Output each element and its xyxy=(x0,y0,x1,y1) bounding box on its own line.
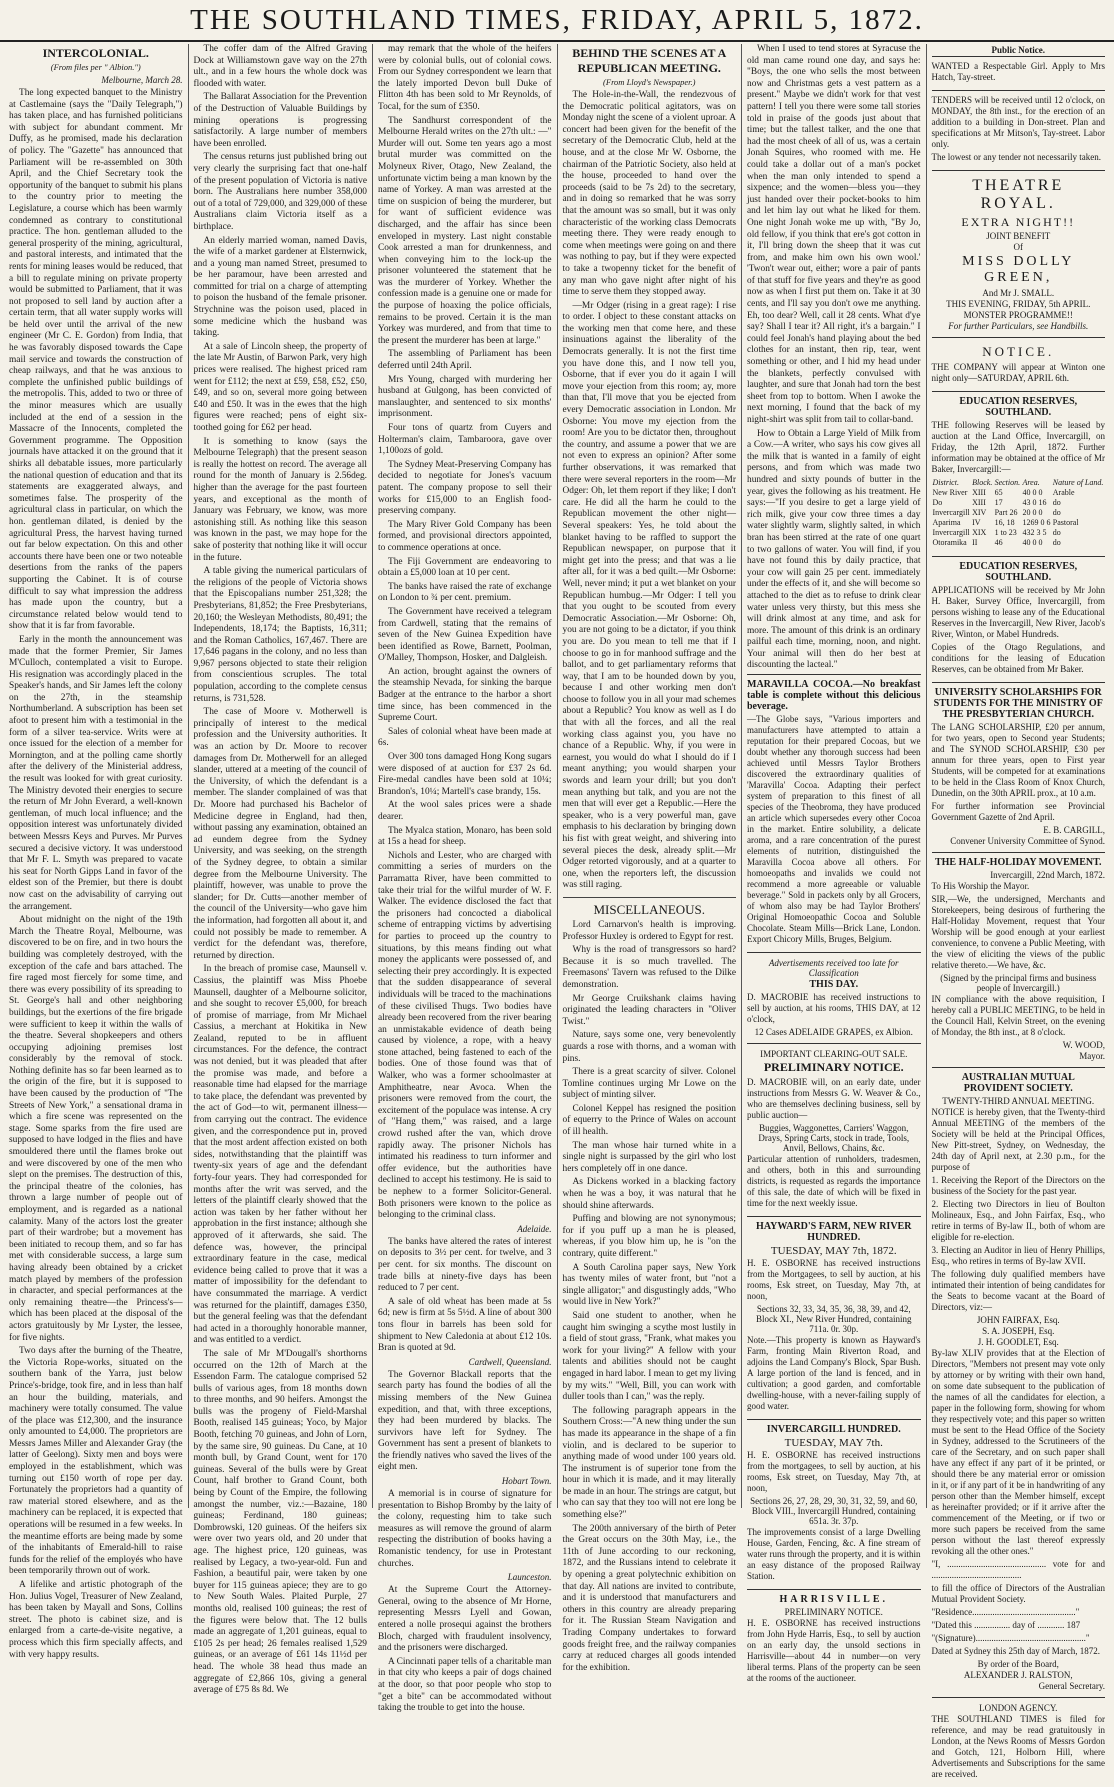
reserves-table-header-cell: Block. xyxy=(972,478,993,487)
clearing-sale-notice: Particular attention of runholders, tradesmen, and others, both in this and surrounding districts, is requested as regards the importance of this sale, the date of which will be fixed in time for the next weekly issue. xyxy=(747,1154,921,1209)
reserves-table-cell: 40 0 0 xyxy=(1022,538,1043,547)
reserves-table-cell: Invercargill xyxy=(932,528,970,537)
hobart-dateline: Hobart Town. xyxy=(501,1476,552,1487)
agenda-item: 2. Electing two Directors in lieu of Boulton Molineaux, Esq., and John Fairfax, Esq., who retire in terms of By-law II., both of whom are eligible for re-election. xyxy=(931,1199,1105,1242)
melbourne-dateline: Melbourne, March 28. xyxy=(101,75,183,85)
article-paragraph: The Governor Blackall reports that the search party has found the bodies of all the missing members of the New Guinea expedition, and that, with three exceptions, they had been murdered by blacks. The survivors have left for Sydney. The Government has sent a present of blankets to the friendly natives who saved the lives of the eight men. xyxy=(378,1369,552,1473)
article-paragraph: It is something to know (says the Melbourne Telegraph) that the present season is really the hottest on record. The average all round for the month of January is 2.56deg. higher than the average for the past fourteen years, and exceptional as the month of January was February, we know, was more astonishing still. As nothing like this season was known in the past, we may hope for the sake of posterity that nothing like it will occur in the future. xyxy=(193,436,367,563)
education-reserves-advert xyxy=(932,391,1106,556)
article-paragraph: When I used to tend stores at Syracuse the old man came round one day, and says he: "Boys, the one who sells the most between now and Christmas gets a vest pattern as a present." Maybe we didn't work for that vest pattern! I tell you there were some tall stories told in praise of the goods just about that time; but the tallest talker, and the one that had the most cheek of all of us, was a certain Jonah Squires, who roomed with me. He could take a dollar out of a man's pocket when the man only intended to spend a sixpence; and the women—bless you—they just handed over their pocket-books to him and let him lay out what he liked for them. One night Jonah woke me up with, "By Jo, old fellow, if you think that ere's got cotton in it, I'll bring down the sheep that it was cut from, and make him own his own wool.' 'Twon't wear out, either; wore a pair of pants of that stuff for five years and they're as good now as when I first put them on. Take it at 30 cents, and I'll say you don't owe me anything. Eh, too dear? Well, call it 28 cents. What d'ye say? Shall I tear it? All right, it's a bargain." I could feel Jonah's hand playing about the bed clothes for an instant, then rip, tear, went something or other, and I hid my head under the blankets, perfectly convulsed with laughter, and sure that Jonah had torn the best sheet from top to bottom. When I awoke the next morning, I found that the back of my night-shirt was split from tail to collar-band. xyxy=(747,44,921,425)
reserves-table-cell: Aparima xyxy=(932,518,961,527)
article-paragraph: At the wool sales prices were a shade dearer. xyxy=(378,800,552,822)
hayward-farm-advert xyxy=(747,1216,921,1419)
university-scholarships-advert xyxy=(932,682,1106,852)
harrisville-advert xyxy=(747,1589,921,1691)
article-paragraph: The census returns just published bring out very clearly the surprising fact that one-half of the present population of Victoria is native born. The Australians here number 358,000 out of a total of 729,000, and 329,000 of these Australians claim Victoria itself as a birthplace. xyxy=(193,152,367,232)
reserves-table-cell: 16, 18 xyxy=(994,518,1015,527)
article-paragraph: About midnight on the night of the 19th March the Theatre Royal, Melbourne, was discovered to be on fire, and in two hours the building was completely destroyed, with the exception of the cafe and bars attached. The fire raged most fiercely for some time, and there was every possibility of its spreading to St. George's hall and other neighboring buildings, but the exertions of the fire brigade were sufficient to keep it within the walls of the theatre. Several shopkeepers and others occupying adjoining premises lost considerably by the removal of stock. Nothing definite has so far been learned as to the origin of the fire, but it is supposed to have been caused by the production of "The Streets of New York," a sensational drama in which a fire scene was represented on the stage. Some sparks from the fire used are supposed to have lodged in the flies and have smouldered there until the flames broke out and were discovered by one of the men who slept on the premises. The destruction of this, the principal theatre of the colonies, has thrown a large number of people out of employment, and is regarded as a national calamity. Many of the actors lost the greater part of their wardrobe; but a movement has been initiated to recoup them, and so far has met with considerable success, a large sum having already been obtained by a cricket match played by members of the profession in character, and special performances at the only remaining theatre—the Princess's—which has been placed at the disposal of the actors gratuitously by Mr Lyster, the lessee, for five nights. xyxy=(9,915,183,1343)
education-applications-text: APPLICATIONS will be received by Mr John H. Baker, Survey Office, Invercargill, from persons wishing to lease any of the Educational Reserves in the Invercargill, New River, Jacob's River, Winton, or Mabel Hundreds. xyxy=(931,585,1105,639)
amp-by-order: By order of the Board, xyxy=(977,1659,1059,1669)
intercolonial-body xyxy=(9,88,183,1661)
table-row xyxy=(932,508,1106,518)
reserves-table xyxy=(932,478,1106,548)
hayward-farm-sections: Sections 32, 33, 34, 35, 36, 38, 39, and 42, Block XI., New River Hundred, containing 711a. 0r. 30p. xyxy=(756,1304,912,1335)
hayward-farm-note: Note.—This property is known as Hayward's Farm, fronting Main Riverton Road, and adjoins the Land Company's Block, Spar Bush. A large portion of the land is fenced, and in cultivation; a good garden, and comfortable dwelling-house, with a never-failing supply of good water. xyxy=(747,1335,921,1412)
article-paragraph: The man whose hair turned white in a single night is surpassed by the girl who lost hers completely off in one dance. xyxy=(562,1140,736,1174)
cocoa-advert xyxy=(747,674,921,952)
column-5 xyxy=(741,44,926,1684)
theatre-evening: THIS EVENING, FRIDAY, 5th APRIL. xyxy=(946,299,1091,309)
article-paragraph: Puffing and blowing are not synonymous; for if you puff up a man he is pleased, whereas, if you blow him up, he is "on the contrary, quite different." xyxy=(562,1214,736,1259)
invercargill-hundred-text: H. E. OSBORNE has received instructions from the mortgagees, to sell by auction, at his rooms, Esk street, on Tuesday, May 7th, at noon, xyxy=(747,1450,921,1494)
reserves-table-cell: New River xyxy=(932,488,968,497)
late-advertisements xyxy=(747,952,921,1043)
amp-secretary-title: General Secretary. xyxy=(1038,1681,1105,1691)
republican-meeting-heading: BEHIND THE SCENES AT A REPUBLICAN MEETING. xyxy=(572,46,727,75)
article-paragraph: An action, brought against the owners of the steamship Nevada, for sinking the barque Badger at the entrance to the harbor a short time since, has been commenced in the Supreme Court. xyxy=(378,666,552,724)
article-paragraph: The banks have raised the rate of exchange on London to ¾ per cent. premium. xyxy=(378,581,552,604)
reserves-table-cell: 40 0 0 xyxy=(1022,488,1043,497)
company-notice xyxy=(932,337,1106,391)
wanted-advert xyxy=(932,56,1106,90)
company-notice-heading: NOTICE. xyxy=(982,344,1055,359)
article-paragraph: Early in the month the announcement was made that the former Premier, Sir James M'Culloch, contemplated a visit to Europe. His resignation was accordingly placed in the Speaker's hands, and Sir James left the colony on the 27th, in the steamship Northumberland. A subscription has been set afoot to present him with a testimonial in the form of a silver tea-service. Writs were at once issued for the election of a member for Mornington, and at the polling came shortly after the delivery of the Ministerial address, the result was looked for with great curiosity. The Ministry devoted their energies to secure the return of Mr John Everard, a well-known gentleman, of much local influence; and the opposition interest was unfortunately divided between Messrs Keys and Purves. Mr Purves secured a decisive victory. It was understood that Mr F. L. Smyth was prepared to vacate his seat for North Gipps Land in favor of the eldest son of the Premier, but there is doubt now cast on the advisability of carrying out the arrangement. xyxy=(9,634,183,912)
reserves-table-cell: XIX xyxy=(972,528,987,537)
reserves-table-header-cell: District. xyxy=(932,478,959,487)
article-paragraph: The Mary River Gold Company has been formed, and provisional directors appointed, to commence operations at once. xyxy=(378,519,552,553)
article-paragraph: Four tons of quartz from Cuyers and Holterman's claim, Tambaroora, gave over 1,100ozs of gold. xyxy=(378,423,552,457)
invercargill-hundred-sections: Sections 26, 27, 28, 29, 30, 31, 32, 59, and 60, Block VIII., Invercargill Hundred, containing 651a. 3r. 37p. xyxy=(750,1496,918,1527)
theatre-advert xyxy=(932,170,1106,337)
table-row xyxy=(932,528,1106,538)
column-2 xyxy=(188,44,373,1696)
harrisville-prelim: PRELIMINARY NOTICE. xyxy=(784,1607,883,1618)
newspaper-title: THE SOUTHLAND TIMES, FRIDAY, APRIL 5, 1872. xyxy=(190,4,924,36)
london-agency-text: THE SOUTHLAND TIMES is filed for reference, and may be read gratuitously in London, at the News Rooms of Messrs Gordon and Gotch, 121, Holborn Hill, where Advertisements and Subscriptions for the same are received. xyxy=(931,1714,1105,1779)
reserves-table-cell: 46 xyxy=(994,538,1003,547)
article-paragraph: There is a great scarcity of silver. Colonel Tomline continues urging Mr Lowe on the subject of minting silver. xyxy=(562,1067,736,1101)
launceston-news xyxy=(378,1585,552,1715)
grapes-sale-text: D. MACROBIE has received instructions to sell by auction, at his rooms, THIS DAY, at 12 o'clock, xyxy=(747,992,921,1025)
miscellaneous-heading: MISCELLANEOUS. xyxy=(563,897,737,918)
anecdote-body xyxy=(747,44,921,672)
article-paragraph: The case of Moore v. Motherwell is principally of interest to the medical profession and the University authorities. It was an action by Dr. Moore to recover damages from Dr. Motherwell for an alleged slander, uttered at a meeting of the council of the University, of which the defendant is a member. The slander complained of was that Dr. Moore had purchased his Bachelor of Medicine degree in England, had then, without passing any examination, obtained an ad eundem degree from the Sydney University, and was seeking, on the strength of the Sydney degree, to obtain a similar degree from the Melbourne University. The plaintiff, however, was unable to prove the slander; for Dr. Cutts—another member of the council of the University—who gave him the information, had forgotten all about it, and could not possibly be made to remember. A verdict for the defendant was, therefore, returned by direction. xyxy=(193,707,367,961)
article-paragraph: As Dickens worked in a blacking factory when he was a boy, it was natural that he should shine afterwards. xyxy=(562,1177,736,1211)
adelaide-dateline: Adelaide. xyxy=(517,1223,552,1234)
article-paragraph: Nature, says some one, very benevolently guards a rose with thorns, and a woman with pins. xyxy=(562,1030,736,1064)
grapes-sale-lot: 12 Cases ADELAIDE GRAPES, ex Albion. xyxy=(754,1027,913,1038)
half-holiday-to: To His Worship the Mayor. xyxy=(931,881,1030,891)
invercargill-hundred-note: The improvements consist of a large Dwelling House, Garden, Fencing, &c. A fine stream of water runs through the property, and it is within an easy distance of the proposed Railway Station. xyxy=(747,1527,921,1582)
article-paragraph: Why is the road of transgressors so hard? Because it is so much travelled. The Freemasons' Tavern was refused to the Dilke demonstration. xyxy=(562,945,736,990)
article-paragraph: Colonel Keppel has resigned the position of equerry to the Prince of Wales on account of ill health. xyxy=(562,1103,736,1138)
article-paragraph: A table giving the numerical particulars of the religions of the people of Victoria shows that the Episcopalians number 251,328; the Presbyterians, 81,852; the Free Presbyterians, 20,160; the Wesleyan Methodists, 80,491; the Independents, 18,174; the Baptists, 16,311; and the Roman Catholics, 167,467. There are 17,646 pagans in the colony, and no less than 9,967 persons objected to state their religion from conscientious scruples. The total population, according to the complete census returns, is 731,528. xyxy=(193,566,367,704)
half-holiday-advert xyxy=(932,852,1106,1067)
reserves-table-cell: XIII xyxy=(972,498,986,507)
article-paragraph: A memorial is in course of signature for presentation to Bishop Bromby by the laity of the colony, requesting him to take such measures as will remove the ground of alarm respecting the distribution of books having a Romanistic tendency, for use in Protestant churches. xyxy=(378,1489,552,1569)
article-paragraph: The Myalca station, Monaro, has been sold at 15s a head for sheep. xyxy=(378,825,552,848)
amp-residence-line: "Residence.............................................." xyxy=(931,1607,1080,1617)
reserves-table-cell: XIV xyxy=(972,508,987,517)
agenda-item: 1. Receiving the Report of the Directors on the business of the Society for the past year. xyxy=(931,1175,1105,1196)
clearing-sale-prelim: PRELIMINARY NOTICE. xyxy=(763,1060,904,1075)
article-paragraph: At a sale of Lincoln sheep, the property of the late Mr Austin, of Barwon Park, very high prices were realised. The highest priced ram went for £112; the next at £59, £58, £52, £50, £49, and so on, several more going between £40 and £50. It was in the ewes that the high figures were reached; pens of eight six-toothed going for £62 per head. xyxy=(193,341,367,433)
article-paragraph: Said one student to another, when he caught him swinging a scythe most lustily in a field of stout grass, "Frank, what makes you work for your living?" A fellow with your talents and abilities should not be caught engaged in hard labor. I mean to get my living by my wits." "Well, Bill, you can work with duller tools than I can," was the reply. xyxy=(562,1310,736,1403)
cargill-signature: E. B. CARGILL, xyxy=(1043,825,1105,835)
reserves-table-cell: 43 0 16 xyxy=(1022,498,1047,507)
half-holiday-signed: (Signed by the principal firms and business people of Invercargill.) xyxy=(940,973,1097,993)
amp-vote-line: "I, ............................................ vote for and ........................................ xyxy=(931,1559,1105,1580)
education-applications-note: Copies of the Otago Regulations, and conditions for the leasing of Education Reserves, can be obtained from Mr Baker. xyxy=(931,642,1105,674)
invercargill-hundred-advert xyxy=(747,1419,921,1589)
column-4 xyxy=(557,44,742,1673)
article-paragraph: In the breach of promise case, Maunsell v. Cassius, the plaintiff was Miss Phoebe Maunsell, daughter of a Melbourne solicitor, and she sought to recover £5,000, for breach of promise of marriage, from Mr Michael Cassius, a merchant at Hokitika in New Zealand, reputed to be in affluent circumstances. For the defence, the contract was not denied, but it was pleaded that after the promise was made, and before a reasonable time had elapsed for the marriage to take place, the defendant was prevented by the act of God—to wit, permanent illness—from carrying out the contract. The evidence given, and the correspondence put in, proved that the most ardent affection existed on both sides, notwithstanding that the plaintiff was twenty-six years of age and the defendant forty-four years. They had corresponded for months after the writ was served, and the letters of the plaintiff clearly showed that the action was taken by her father without her approbation in the first instance; although she approved of it afterwards, she said. The defence was, however, the principal extraordinary feature in the case, medical evidence being called to prove that it was a matter of impossibility for the defendant to have consummated the marriage. A verdict was returned for the plaintiff, damages £350, but the general feeling was that the defendant had acted in a thoroughly honorable manner, and was entitled to a verdict. xyxy=(193,964,367,1346)
amp-bylaw-text: By-law XLIV provides that at the Election of Directors, "Members not present may vote only by attorney or by writing with their own hand, on some date subsequent to the publication of the names of all the candidates for election, a paper in the following form, showing for whom they respectively vote; and this paper so written must be sent to the Head Office of the Society in Sydney, addressed to the Scrutineers of the care of the Secretary, and on such paper shall have any effect if any part of it be printed, or should there be any material error or omission in it, or if any part of it be in handwriting of any person other than the Member himself, except as hereinafter provided; or if it arrive after the commencement of the Meeting, or if two or more such papers be received from the same person without the last thereof expressly revoking all the other ones." xyxy=(931,1348,1105,1556)
tender-note: The lowest or any tender not necessarily taken. xyxy=(931,152,1101,162)
article-paragraph: A sale of old wheat has been made at 5s 6d; new is firm at 5s 5½d. A line of about 300 tons flour in barrels has been sold for shipment to New Caledonia at about £12 10s. Bran is quoted at 9d. xyxy=(378,1296,552,1354)
article-paragraph: The Sydney Meat-Preserving Company has decided to negotiate for Jones's vacuum patent. The company propose to sell their works for £15,000 to an English food-preserving company. xyxy=(378,459,552,517)
theatre-joint-benefit: JOINT BENEFIT xyxy=(986,231,1051,241)
intercolonial-body-continued xyxy=(194,44,368,1697)
intercolonial-heading: INTERCOLONIAL. xyxy=(42,46,149,60)
half-holiday-date: Invercargill, 22nd March, 1872. xyxy=(990,870,1105,880)
clearing-sale-advert xyxy=(747,1043,921,1216)
cardwell-news xyxy=(378,1370,552,1474)
amp-dated-sydney: Dated at Sydney this 25th day of March, 1872. xyxy=(931,1646,1100,1656)
hayward-farm-date: TUESDAY, MAY 7th, 1872. xyxy=(770,1245,897,1258)
this-day-heading: THIS DAY. xyxy=(809,979,859,991)
article-paragraph: An elderly married woman, named Davis, the wife of a market gardener at Elsternwick, and a young man named Street, presumed to be her paramour, have been arrested and committed for trial on a charge of attempting to poison the husband of the female prisoner. Strychnine was the poison used, placed in some medicine which the husband was taking. xyxy=(193,235,367,339)
article-paragraph: Sales of colonial wheat have been made at 6s. xyxy=(378,726,552,749)
amp-society-advert xyxy=(932,1067,1106,1697)
miscellaneous-body xyxy=(563,920,737,1674)
article-paragraph: The sale of Mr M'Dougall's shorthorns occurred on the 12th of March at the Essendon Farm. The catalogue comprised 52 bulls of various ages, from 18 months down to three months, and 90 heifers. Amongst the bulls was the progeny of Field-Marshal Booth, realised 145 guineas; Yoco, by Major Booth, fetching 70 guineas, and John of Lorn, by the same sire, 90 guineas. Du Cane, at 10 month bull, by Grand Count, went for 170 guineas. Several of the bulls were by Great Count, half brother to Grand Count, both being by Count of the Empire, the following amongst the number, viz.:—Bazaine, 180 guineas; Ferdinand, 180 guineas; Dombrowski, 120 guineas. Of the heifers six were over two years old, and 20 under that age. The highest price, 120 guineas, was realised by Legacy, a two-year-old. Fun and Fashion, a beautiful pair, were taken by one buyer for 115 guineas apiece; they are to go to New South Wales. Plaited Purple, 27 months old, realised 100 guineas; the rest of the figures were below that. The 12 bulls made an aggregate of 1,201 guineas, equal to £105 2s per head; 26 females realised 1,529 guineas, or an average of £61 14s 11½d per head. The whole 38 head thus made an aggregate of £2,866 10s, giving a general average of £75 8s 8d. We xyxy=(193,1348,367,1696)
table-row xyxy=(932,538,1106,548)
article-paragraph: The coffer dam of the Alfred Graving Dock at Williamstown gave way on the 27th ult., and in a few hours the whole dock was flooded with water. xyxy=(193,44,367,89)
agenda-item: 3. Electing an Auditor in lieu of Henry Phillips, Esq., who retires in terms of By-law XVII. xyxy=(931,1245,1105,1266)
launceston-dateline: Launceston. xyxy=(507,1572,552,1583)
article-paragraph: Mr George Cruikshank claims having originated the leading characters in "Oliver Twist." xyxy=(562,993,736,1027)
wanted-text: WANTED a Respectable Girl. Apply to Mrs Hatch, Tay-street. xyxy=(931,61,1105,82)
company-notice-text: THE COMPANY will appear at Winton one night only—SATURDAY, APRIL 6th. xyxy=(931,362,1105,383)
article-paragraph: Lord Carnarvon's health is improving. Professor Huxley is ordered to Egypt for rest. xyxy=(562,919,736,942)
adelaide-news xyxy=(378,1237,552,1355)
london-agency-advert xyxy=(932,1697,1106,1787)
article-paragraph: The Sandhurst correspondent of the Melbourne Herald writes on the 27th ult.: —" Murder will out. Some ten years ago a most brutal murder was committed on the Molyneux River, Otago, New Zealand, the unfortunate victim being a man known by the name of Yorkey. A man was arrested at the time on suspicion of being the murderer, but for want of sufficient evidence was discharged, and the affair has since been enveloped in mystery. Last night constable Cook arrested a man for drunkenness, and when conveying him to the lock-up the prisoner volunteered the statement that he was the murderer of Yorkey. Whether the confession made is a genuine one or made for the purpose of hoaxing the police officials, remains to be proved. Certain it is the man Yorkey was murdered, and from that time to the present the murderer has been at large." xyxy=(378,115,552,346)
column-3 xyxy=(372,44,557,1714)
half-holiday-heading: THE HALF-HOLIDAY MOVEMENT. xyxy=(934,857,1102,868)
article-paragraph: The Ballarat Association for the Prevention of the Destruction of Valuable Buildings by mining operations is progressing satisfactorily. A large number of members have been enrolled. xyxy=(193,92,367,149)
theatre-extra-night: EXTRA NIGHT!! xyxy=(961,215,1076,229)
amp-heading: AUSTRALIAN MUTUAL PROVIDENT SOCIETY. xyxy=(961,1072,1075,1094)
reserves-table-cell: 1 to 23 xyxy=(994,528,1017,537)
article-paragraph: Two days after the burning of the Theatre, the Victoria Rope-works, situated on the southern bank of the Yarra, just below Prince's-bridge, took fire, and in less than half an hour the building, materials, and machinery were totally consumed. The value of the place was £12,300, and the insurance only amounted to £4,000. The proprietors are Messrs James Miller and Alexander Gray (the latter of Geelong). Sixty men and boys were employed in the establishment, which was turning out £150 worth of rope per day. Fortunately the proprietors had a quantity of raw material stored elsewhere, and as the machinery can be replaced, it is expected that operations will be resumed in a few weeks. In the meantime efforts are being made by some of the inhabitants of Emerald-hill to raise funds for the relief of the employés who have been temporarily thrown out of work. xyxy=(9,1346,183,1577)
amp-secretary-name: ALEXANDER J. RALSTON, xyxy=(963,1670,1073,1680)
theatre-of: Of xyxy=(1013,242,1023,252)
education-reserves-heading: EDUCATION RESERVES, SOUTHLAND. xyxy=(959,396,1078,418)
reserves-table-cell: Do xyxy=(932,498,943,507)
hayward-farm-heading: HAYWARD'S FARM, NEW RIVER HUNDRED. xyxy=(756,1221,912,1244)
mayor-name: W. WOOD, xyxy=(1062,1040,1105,1050)
mayor-compliance-text: IN compliance with the above requisition, I hereby call a PUBLIC MEETING, to be held in the Council Hall, Kelvin Street, on the evening of Monday, the 8th inst., at 8 o'clock. xyxy=(931,994,1105,1037)
article-paragraph: The assembling of Parliament has been deferred until 24th April. xyxy=(378,349,552,372)
table-row xyxy=(932,488,1106,498)
article-paragraph: may remark that the whole of the heifers were by colonial bulls, out of colonial cows. From our Sydney correspondent we learn that the lately imported Devon bull Duke of Flitton 4th has been sold to Mr Reynolds, of Tocal, for the sum of £350. xyxy=(378,44,552,112)
theatre-small: And Mr J. SMALL. xyxy=(982,288,1055,298)
invercargill-hundred-heading: INVERCARGILL HUNDRED. xyxy=(766,1424,901,1436)
article-paragraph: The following paragraph appears in the Southern Cross:—"A new thing under the sun has made its appearance in the shape of a fin violin, and is declared to be superior to anything made of wood under 100 years old. The instrument is of superior tone from the hour in which it is made, and it may literally be made in an hour. The strings are catgut, but who can say that they too will not ere long be something else?" xyxy=(562,1405,736,1521)
reserves-table-cell: 20 0 0 xyxy=(1022,508,1043,517)
reserves-table-cell: II xyxy=(972,538,978,547)
public-notice-heading: Public Notice. xyxy=(991,45,1045,55)
reserves-table-cell: do xyxy=(1052,508,1061,517)
clearing-sale-items: Buggies, Waggonettes, Carriers' Waggon, Drays, Spring Carts, stock in trade, Tools, Anvil, Bellows, Chains, &c. xyxy=(758,1123,910,1154)
republican-meeting-body xyxy=(563,90,737,892)
university-scholarships-note: For further information see Provincial Government Gazette of 2nd April. xyxy=(931,801,1105,822)
reserves-table-cell: IV xyxy=(972,518,981,527)
amp-notice-text: NOTICE is hereby given, that the Twenty-third Annual MEETING of the members of the Society will be held at the Principal Offices, New Pitt-street, Sydney, on Wednesday, the 24th day of April next, at 2.30 p.m., for the purpose of xyxy=(931,1107,1105,1172)
reserves-table-cell: Part 26 xyxy=(994,508,1018,517)
hayward-farm-text: H. E. OSBORNE has received instructions from the Mortgagees, to sell by auction, at his rooms, Esk street, on Tuesday, May 7th, at noon, xyxy=(747,1258,921,1302)
reserves-table-header-cell: Nature of Land. xyxy=(1052,478,1104,487)
intercolonial-source: (From files per " Albion.") xyxy=(50,62,141,72)
amp-vote-line-2: to fill the office of Directors of the Australian Mutual Provident Society. xyxy=(931,1583,1105,1604)
theatre-dolly-green: MISS DOLLY GREEN, xyxy=(962,254,1075,285)
article-paragraph: A Cincinnati paper tells of a charitable man in that city who keeps a pair of dogs chained at the door, so that poor people who stop to "get a bite" can be accommodated without taking the trouble to get into the house. xyxy=(378,1656,552,1714)
candidate-name: J. H. GOODLET, Esq. xyxy=(977,1337,1059,1347)
candidate-name: JOHN FAIRFAX, Esq. xyxy=(976,1315,1060,1325)
reserves-table-cell: do xyxy=(1052,498,1061,507)
tender-text: TENDERS will be received until 12 o'clock, on MONDAY, the 8th inst., for the erection of an addition to a building in Don-street. Plan and specifications at Mr Mitson's, Tay-street. Labor only. xyxy=(931,95,1105,149)
article-paragraph: A lifelike and artistic photograph of the Hon. Julius Vogel, Treasurer of New Zealand, has been taken by Mayall and Sons, Collins street. The photo is cabinet size, and is enlarged from a carte-de-visite negative, a process which this firm specially affects, and with very happy results. xyxy=(9,1580,183,1660)
article-paragraph: Mrs Young, charged with murdering her husband at Gulgong, has been convicted of manslaughter, and sentenced to six months' imprisonment. xyxy=(378,374,552,420)
cocoa-advert-body: —The Globe says, "Various importers and manufacturers have attempted to attain a reputation for their prepared Cocoas, but we doubt whether any thorough success had been achieved until Messrs Taylor Brothers discovered the extraordinary qualities of 'Maravilla' Cocoa. Adapting their perfect system of preparation to this finest of all species of the Theobroma, they have produced an article which supersedes every other Cocoa in the market. Entire solubility, a delicate aroma, and a rare concentration of the purest elements of nutrition, distinguished the Maravilla Cocoa above all others. For homoeopaths and invalids we could not recommend a more agreeable or valuable beverage." Sold in packets only by all Grocers, of whom also may be had Taylor Brothers' Original Homoeopathic Cocoa and Soluble Chocolate. Steam Mills—Brick Lane, London. Export Chicory Mills, Bruges, Belgium. xyxy=(747,714,921,945)
theatre-heading: THEATRE ROYAL. xyxy=(972,177,1065,212)
reserves-table-cell: do xyxy=(1052,538,1061,547)
article-paragraph: How to Obtain a Large Yield of Milk from a Cow.—A writer, who says his cow gives all the milk that is wanted in a family of eight persons, and from which was made two hundred and sixty pounds of butter in the year, gives the following as his treatment. He says:—"If you desire to get a large yield of rich milk, give your cow three times a day water slightly warm, slightly salted, in which bran has been stirred at the rate of one quart to two gallons of water. You will find, if you have not found this by daily practice, that your cow will gain 25 per cent. immediately under the effects of it, and she will become so attached to the diet as to refuse to drink clear water unless very thirsty, but this mess she will drink almost at any time, and ask for more. The amount of this drink is an ordinary pailful each time, morning, noon, and night. Your animal will then do her best at discounting the lacteal." xyxy=(747,428,921,671)
amp-subheading: TWENTY-THIRD ANNUAL MEETING. xyxy=(942,1096,1095,1106)
harrisville-text: H. E. OSBORNE has received instructions from John Hyde Harris, Esq., to sell by auction on an early day, the unsold sections in Harrisville—about 44 in number—on very liberal terms. Plans of the property can be seen at the rooms of the auctioneer. xyxy=(747,1618,921,1684)
article-paragraph: Nichols and Lester, who are charged with committing a series of murders on the Parramatta River, have been committed to take their trial for the wilful murder of W. F. Walker. The evidence disclosed the fact that the prisoners had concocted a diabolical scheme of entrapping victims by advertising for parties to proceed up the country to situations, by this means finding out what money the applicants were possessed of, and selecting their prey accordingly. It is expected that the sudden disappearance of several individuals will be traced to the machinations of these civilised Thugs. Two bodies have already been recovered from the river bearing an unmistakable evidence of death being caused by violence, a rope, with a heavy stone attached, being fastened to each of the bodies. One of those found was that of Walker, who was a former schoolmaster at Amphitheatre, near Avoca. When the prisoners were removed from the court, the excitement of the populace was intense. A cry of "Hang them," was raised, and a large crowd rushed after the van, which drove rapidly away. The prisoner Nichols has intimated his readiness to turn informer and offer evidence, but the authorities have declined to accept his testimony. He is said to be nephew to a former Solicitor-General. Both prisoners were known to the police as belonging to the criminal class. xyxy=(378,850,552,1221)
amp-candidates-text: The following duly qualified members have intimated their intention of being candidates for the Seats to become vacant at the Board of Directors, viz:— xyxy=(931,1269,1105,1312)
article-paragraph: The long expected banquet to the Ministry at Castlemaine (says the "Daily Telegraph,") has taken place, and has furnished politicians with subject for abundant comment. Mr Duffy, as he promised, made his declaration of policy. The "Gazette" has announced that Parliament will be re-assembled on 30th April, and the Chief Secretary took the opportunity of the banquet to submit his plans to the country prior to meeting the Legislature, a course which has been warmly condemned as contrary to constitutional practice. The hon. gentleman alluded to the general prosperity of the mining, agricultural, and pastoral interests, and intimated that the rents for mining leases would be reduced, that a bill to regulate mining on private property would be submitted to Parliament, that it was not proposed to sell land by auction after a certain term, that all water supply works will be held over until the arrival of the new engineer (Mr C. E. Gordon) from India, that he was favorably disposed towards the Cape mail service and towards the construction of cheap railways, and that he was anxious to complete the unfinished public buildings of the metropolis. This, added to two or three of the minor measures which are usually included at the end of a session in the Massacre of the Innocents, completed the Government programme. The Opposition journals have attacked it on the ground that it shirks all debatable issues, more particularly the national question of education and that its statements are exaggerated always, and sometimes false. The prosperity of the agricultural class in particular, on which the hon. gentleman dilated, is denied by the agricultural Press, the harvest having turned out far below expectation. On this and other accounts there have been one or two noteable desertions from the ranks of the papers supporting the Cabinet. It is of course difficult to say what impression the address has made upon the country, but a circumstance related below would tend to show that it is far from favorable. xyxy=(9,88,183,632)
article-paragraph: The Fiji Government are endeavoring to obtain a £5,000 loan at 10 per cent. xyxy=(378,556,552,579)
sydney-news xyxy=(378,44,552,1222)
tender-advert xyxy=(932,90,1106,170)
half-holiday-text: SIR,—We, the undersigned, Merchants and Storekeepers, being desirous of furthering the Half-Holiday Movement, request that Your Worship will be good enough at your earliest convenience, to convene a Public Meeting, with the view of eliciting the views of the public relative thereto.—We have, &c. xyxy=(931,894,1105,970)
reserves-table-cell: Arable xyxy=(1052,488,1075,497)
cardwell-dateline: Cardwell, Queensland. xyxy=(468,1356,552,1367)
article-paragraph: Over 300 tons damaged Hong Kong sugars were disposed of at auction for £37 2s 6d. Fire-medal candles have been sold at 10¼; Brandon's, 10¼; Martell's case brandy, 15s. xyxy=(378,752,552,797)
late-advertisements-note: Advertisements received too late for Classification xyxy=(768,958,899,979)
reserves-table-cell: 17 xyxy=(994,498,1003,507)
reserves-table-header-cell: Area. xyxy=(1022,478,1040,487)
article-paragraph: The Hole-in-the-Wall, the rendezvous of the Democratic political agitators, was on Monday night the scene of a violent uproar. A concert had been given for the benefit of the secretary of the Democratic Club, held at the house, and at the close Mr W. Osborne, the chairman of the Patriotic Society, also held at the house, proceeded to hand over the proceeds (said to be 7s 2d) to the secretary, and in doing so remarked that he was sorry that the amount was so small, but it was only characteristic of the working class Democrats meeting there. They were ready enough to come when meetings were going on and there was nothing to pay, but if they were expected to take a twopenny ticket for the benefit of any man who gave night after night of his time to serve them they stopped away. xyxy=(562,90,736,298)
theatre-further: For further Particulars, see Handbills. xyxy=(948,321,1089,331)
harrisville-heading: HARRISVILLE. xyxy=(779,1594,889,1606)
cocoa-advert-heading: MARAVILLA COCOA.—No breakfast table is complete without this delicious beverage. xyxy=(747,679,921,713)
article-paragraph: The 200th anniversary of the birth of Peter the Great occurs on the 30th May, i.e., the 11th of June according to our reckoning, 1872, and the Russians intend to celebrate it by opening a great polytechnic exhibition on that day. All nations are invited to contribute, and it is understood that manufacturers and others in this country are already preparing for it. The Russian Steam Navigation and Trading Company undertakes to forward goods freight free, and the railway companies carry at reduced charges all goods intended for the exhibition. xyxy=(562,1523,736,1673)
reserves-table-cell: Pastoral xyxy=(1052,518,1079,527)
london-agency-heading: LONDON AGENCY. xyxy=(979,1703,1058,1713)
reserves-table-header-cell: Section. xyxy=(994,478,1021,487)
education-reserves-text: THE following Reserves will be leased by auction at the Land Office, Invercargill, on Friday, the 12th April, 1872. Further information may be obtained at the office of Mr Baker, Invercargill:— xyxy=(931,420,1105,474)
amp-agenda xyxy=(932,1175,1106,1267)
table-row xyxy=(932,518,1106,528)
education-applications-heading: EDUCATION RESERVES, SOUTHLAND. xyxy=(959,561,1078,583)
reserves-table-cell: do xyxy=(1052,528,1061,537)
article-paragraph: The banks have altered the rates of interest on deposits to 3½ per cent. for twelve, and 3 per cent. for six months. The discount on trade bills at ninety-five days has been reduced to 7 per cent. xyxy=(378,1236,552,1294)
amp-signature-line: "(Signature)................................................." xyxy=(931,1633,1090,1643)
reserves-table-cell: 1269 0 6 xyxy=(1022,518,1051,527)
article-paragraph: At the Supreme Court the Attorney-General, owing to the absence of Mr Horne, representing Messrs Lyell and Gowan, entered a nolle prosequi against the brothers Bloch, charged with fraudulent insolvency, and the prisoners were discharged. xyxy=(378,1585,552,1654)
university-scholarships-heading: UNIVERSITY SCHOLARSHIPS FOR STUDENTS FOR THE MINISTRY OF THE PRESBYTERIAN CHURCH. xyxy=(933,687,1103,720)
page-columns xyxy=(4,44,1110,1779)
mayor-title: Mayor. xyxy=(1079,1051,1105,1061)
theatre-programme: MONSTER PROGRAMME!! xyxy=(963,310,1073,320)
column-1 xyxy=(4,44,188,1660)
cargill-title: Convener University Committee of Synod. xyxy=(950,836,1105,846)
university-scholarships-text: The LANG SCHOLARSHIP, £20 per annum, for two years, open to Second year Students; and The SYNOD SCHOLARSHIP, £30 per annum for three years, open to First year Students, will be competed for at examinations to be held in the Class Room of Knox Church, Dunedin, on the 30th APRIL prox., at 10 a.m. xyxy=(931,722,1105,798)
clearing-sale-text: D. MACROBIE will, on an early date, under instructions from Messrs G. W. Weaver & Co., who are themselves declining business, sell by public auction— xyxy=(747,1077,921,1121)
article-paragraph: The Government have received a telegram from Cardwell, stating that the remains of seven of the New Guinea Expedition have been identified as Rowe, Barnett, Poolman, O'Malley, Thompson, Hosker, and Dalgleish. xyxy=(378,606,552,664)
table-row xyxy=(932,498,1106,508)
reserves-table-cell: 65 xyxy=(994,488,1003,497)
masthead xyxy=(0,0,1114,42)
amp-candidates xyxy=(932,1315,1106,1347)
clearing-sale-heading: IMPORTANT CLEARING-OUT SALE. xyxy=(760,1049,908,1060)
reserves-table-cell: Otoramika xyxy=(932,538,967,547)
republican-meeting-source: (From Lloyd's Newspaper.) xyxy=(603,77,696,87)
reserves-table-cell: XIII xyxy=(972,488,986,497)
amp-dated-line: "Dated this ................ day of ............ 187 xyxy=(931,1620,1081,1630)
article-paragraph: A South Carolina paper says, New York has twenty miles of water front, but "not a single alligator;" and disgustingly adds, "Who would live in New York?" xyxy=(562,1262,736,1308)
invercargill-hundred-date: TUESDAY, MAY 7th. xyxy=(784,1437,883,1450)
reserves-table-cell: 432 3 5 xyxy=(1022,528,1047,537)
hobart-news xyxy=(378,1489,552,1570)
article-paragraph: —Mr Odger (rising in a great rage): I rise to order. I object to these constant attacks on the working men that come here, and these insinuations against the liberality of the Democrats generally. It is not the first time you have done this, and I now tell you, Osborne, that if ever you do it again I will move your ejection from this room; ay, more than that, I'll move that you be ejected from every Democratic association in London. Mr Osborne: You move my ejection from the room! Are you to be dictator then, throughout the country, and assume a power that we are not even to express an opinion? After some further observations, it was remarked that there were several reporters in the room—Mr Odger: Oh, let them report if they like; I don't care. He did all the harm he could to the Republican movement the other night—Several speakers: Yes, he told about the blanket having to be raffled to support the Republican newspaper, on purpose that it might get into the press; and that was a lie after all, for it was a bed quilt.—Mr Osborne: Well, never mind; it put a wet blanket on your Republican humbug.—Mr Odger: I tell you that you ought to be scouted from every Democratic Association.—Mr Osborne: Oh, you are not going to be a dictator, if you think you are. Do you mean to tell me that if I choose to go in for manhood suffrage and the ballot, and to get parliamentary reforms that way, that I am to be hounded down by you, because I and other working men don't choose to follow you in all your mad schemes about a Republic? You know as well as I do that with all the forces, and all the real working class against you, you have no chance of a Republic. Why, if you were in earnest, you would do what I should do if I meant anything; you would sharpen your swords and learn your drill; but you don't mean anything but talk, and you are not the men that will ever get a Republic.—Here the speaker, who is a very powerful man, gave emphasis to his declaration by bringing down his fist with great weight, and shivering into several pieces the desk, already split.—Mr Odger retorted vigorously, and at a quarter to one, when the reporters left, the discussion was still raging. xyxy=(562,300,736,891)
education-applications-advert xyxy=(932,556,1106,682)
reserves-table-cell: Invercargill xyxy=(932,508,970,517)
column-6 xyxy=(926,44,1111,1779)
reserves-table-header xyxy=(932,478,1106,488)
candidate-name: S. A. JOSEPH, Esq. xyxy=(982,1326,1055,1336)
